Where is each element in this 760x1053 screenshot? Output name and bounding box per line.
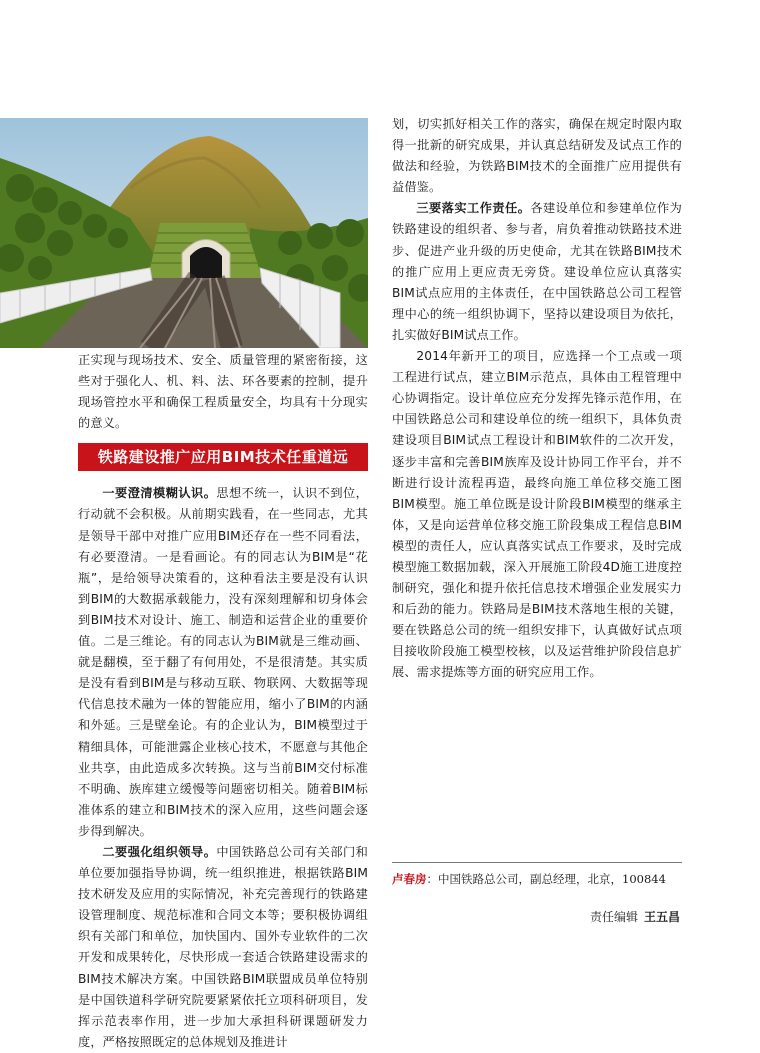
- paragraph-4: 2014年新开工的项目，应选择一个工点或一项工程进行试点，建立BIM示范点，具体由工程管理中心协调指定。设计单位应充分发挥先锋示范作用，在中国铁路总公司和建设单位的统一组织下，具体负责建设项目BIM试点工程设计和BIM软件的二次开发，逐步丰富和完善BIM族库及设计协同工作平台，并不断进行设计流程再造，最终向施工单位移交施工图BIM模型。施工单位既是设计阶段BIM模型的继承主体，又是向运营单位移交施工阶段集成工程信息BIM模型的责任人，应认真落实试点工作要求，及时完成模型施工数据加载，深入开展施工阶段4D施工进度控制研究，强化和提升依托信息技术增强企业发展实力和后劲的能力。铁路局是BIM技术落地生根的关键，要在铁路总公司的统一组织安排下，认真做好试点项目接收阶段施工模型校核，以及运营维护阶段信息扩展、需求提炼等方面的研究应用工作。: [392, 349, 682, 680]
- intro-paragraph: 正实现与现场技术、安全、质量管理的紧密衔接，这些对于强化人、机、料、法、环各要素的控制，提升现场管控水平和确保工程质量安全，均具有十分现实的意义。: [78, 353, 368, 431]
- paragraph-1-lead: 一要澄清模糊认识。: [102, 486, 217, 501]
- paragraph-3-lead: 三要落实工作责任。: [416, 201, 531, 216]
- left-column: [78, 350, 368, 1053]
- paragraph-2-lead: 二要强化组织领导。: [102, 844, 217, 859]
- editor-credit: [590, 908, 680, 925]
- continued-paragraph: 划，切实抓好相关工作的落实，确保在规定时限内取得一批新的研究成果，并认真总结研发及试点工作的做法和经验，为铁路BIM技术的全面推广应用提供有益借鉴。: [392, 117, 682, 195]
- editor-name: 王五昌: [643, 910, 680, 924]
- section-heading: 铁路建设推广应用BIM技术任重道远: [78, 443, 368, 471]
- paragraph-3: [392, 198, 682, 346]
- author-note: [392, 862, 682, 888]
- railway-tunnel-figure: [0, 118, 368, 348]
- paragraph-2-text: 中国铁路总公司有关部门和单位要加强指导协调，统一组织推进，根据铁路BIM技术研发及应用的实际情况，补充完善现行的铁路建设管理制度、规范标准和合同文本等；要积极协调组织有关部门和单位，加快国内、国外专业软件的二次开发和成果转化，尽快形成一套适合铁路建设需求的BIM技术解决方案。中国铁路BIM联盟成员单位特别是中国铁道科学研究院要紧紧依托立项科研项目，发挥示范表率作用，进一步加大承担科研课题研发力度，严格按照既定的总体规划及推进计: [78, 844, 368, 1049]
- author-name: 卢春房: [392, 872, 427, 886]
- author-details: ：中国铁路总公司，副总经理，北京，100844: [426, 872, 666, 886]
- paragraph-1-text: 思想不统一，认识不到位，行动就不会积极。从前期实践看，在一些同志，尤其是领导干部中对推广应用BIM还存在一些不同看法，有必要澄清。一是看画论。有的同志认为BIM是“花瓶”，是给领导决策看的，这种看法主要是没有认识到BIM的大数据承载能力，没有深刻理解和切身体会到BIM技术对设计、施工、制造和运营企业的重要价值。二是三维论。有的同志认为BIM就是三维动画、就是翻模，至于翻了有何用处，不是很清楚。其实质是没有看到BIM是与移动互联、物联网、大数据等现代信息技术融为一体的智能应用，缩小了BIM的内涵和外延。三是壁垒论。有的企业认为，BIM模型过于精细具体，可能泄露企业核心技术，不愿意与其他企业共享，由此造成多次转换。这与当前BIM交付标准不明确、族库建立缓慢等问题密切相关。随着BIM标准体系的建立和BIM技术的深入应用，这些问题会逐步得到解决。: [78, 486, 368, 838]
- paragraph-2: [78, 842, 368, 1053]
- paragraph-1: [78, 483, 368, 842]
- paragraph-3-text: 各建设单位和参建单位作为铁路建设的组织者、参与者，肩负着推动铁路技术进步、促进产业升级的历史使命，尤其在铁路BIM技术的推广应用上更应责无旁贷。建设单位应认真落实BIM试点应用的主体责任，在中国铁路总公司工程管理中心的统一组织协调下，坚持以建设项目为依托，扎实做好BIM试点工作。: [392, 201, 682, 342]
- editor-label: 责任编辑: [589, 910, 638, 924]
- right-column: [392, 114, 682, 684]
- railway-tunnel-photo-icon: [0, 118, 368, 348]
